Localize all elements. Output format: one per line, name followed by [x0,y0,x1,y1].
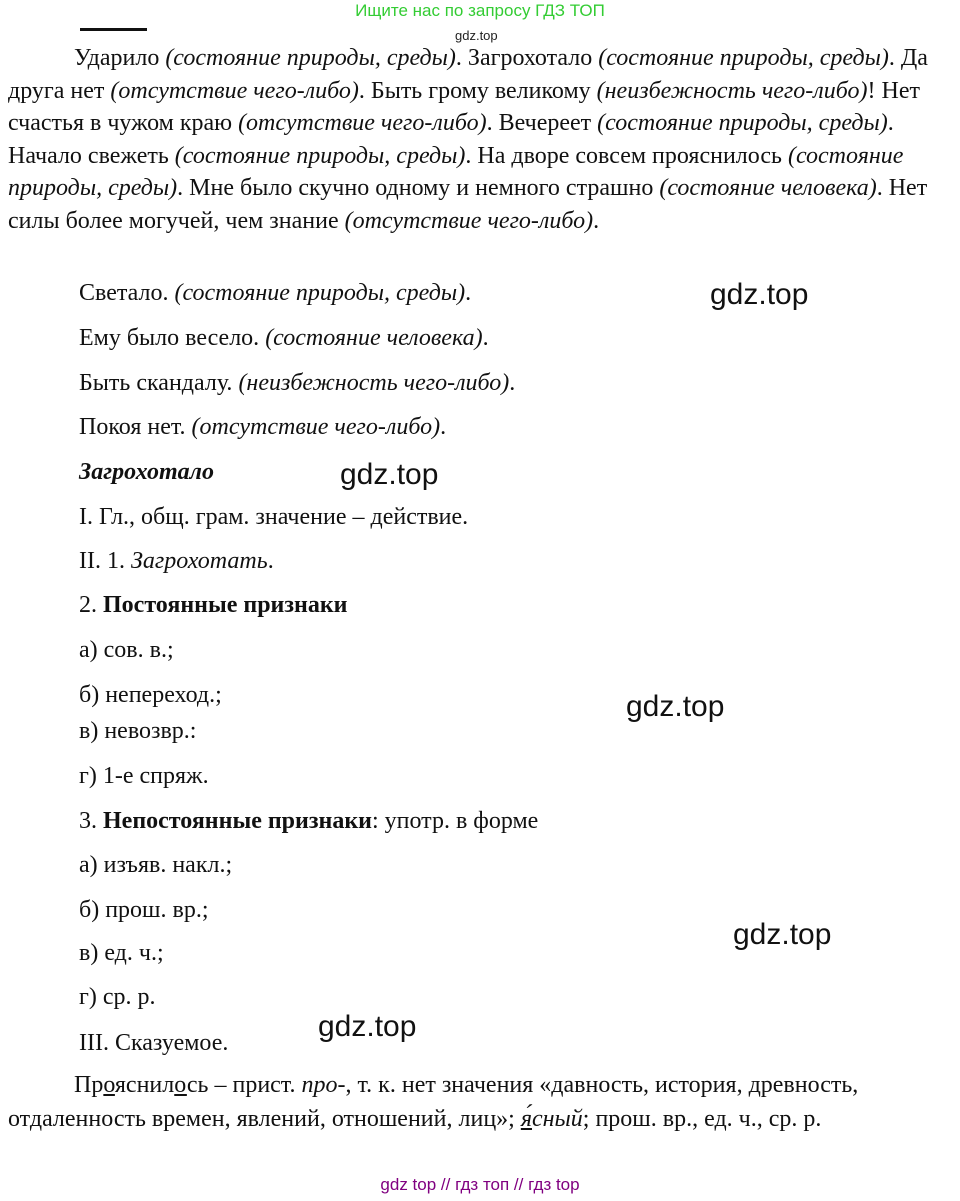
category-note: (отсутствие чего-либо) [344,207,594,234]
analysis-part-3: III. Сказуемое. [79,1030,229,1056]
watermark: gdz.top [626,690,725,723]
analysis-part-1: I. Гл., общ. грам. значение – действие. [79,504,469,530]
search-banner[interactable]: Ищите нас по запросу ГДЗ ТОП [355,1,605,20]
sentence-text: ! Нет счастья в чужом краю [8,77,920,136]
example-line-2: Ему было весело. (состояние человека). [79,325,489,351]
permanent-feature-item: б) непереход.; [79,682,222,708]
sentence-text: . [593,207,600,234]
sentence-text: . Начало свежеть [8,110,894,169]
example-line-3: Быть скандалу. (неизбежность чего-либо). [79,370,516,396]
watermark: gdz.top [318,1010,417,1043]
sentence-text: . Вечереет [486,110,598,136]
watermark: gdz.top [340,458,439,491]
analysis-word: Загрохотало [79,459,214,485]
category-note: (неизбежность чего-либо) [596,77,868,104]
category-note: (состояние природы, среды) [598,45,889,71]
permanent-feature-item: а) сов. в.; [79,637,174,663]
sentence-text: . Мне было скучно одному и немного страшно [177,175,660,201]
permanent-feature-item: в) невозвр.: [79,718,197,744]
sentence-text: . Нет силы более могучей, чем знание [8,175,928,234]
sentence-text: . Да друга нет [8,45,928,104]
nonpermanent-feature-item: а) изъяв. накл.; [79,852,233,878]
category-note: (состояние человека) [659,175,877,201]
category-note: (отсутствие чего-либо) [238,110,487,136]
example-line-4: Покоя нет. (отсутствие чего-либо). [79,414,447,440]
nonpermanent-feature-item: г) ср. р. [79,984,156,1010]
final-paragraph: Прояснилось – прист. про-, т. к. нет значения «давность, история, древность, отдаленность времен, явлений, отношений, лиц»; я́сный; прош. вр., ед. ч., ср. р. [8,1072,859,1132]
permanent-feature-item: г) 1-е спряж. [79,763,209,789]
sentence-text: Ударило [74,45,166,71]
header-rule [80,28,147,31]
nonpermanent-feature-item: в) ед. ч.; [79,940,164,966]
sentence-text: . На дворе совсем прояснилось [465,142,788,169]
sentence-text: . Загрохотало [455,45,599,71]
example-line-1: Светало. (состояние природы, среды). [79,280,472,306]
category-note: (состояние природы, среды) [8,142,904,201]
category-note: (состояние природы, среды) [165,45,456,71]
permanent-features-title: 2. Постоянные признаки [79,592,348,618]
category-note: (состояние природы, среды) [174,142,466,169]
footer-links[interactable]: gdz top // гдз топ // гдз top [380,1175,580,1194]
nonpermanent-features-title: 3. Непостоянные признаки: употр. в форме [79,808,539,834]
sentence-text: . Быть грому великому [358,77,597,104]
category-note: (отсутствие чего-либо) [110,77,359,104]
watermark: gdz.top [733,918,832,951]
site-mark: gdz.top [455,28,498,43]
category-note: (состояние природы, среды) [597,110,888,136]
intro-paragraph [8,42,950,237]
analysis-part-2: II. 1. Загрохотать. [79,548,274,574]
nonpermanent-feature-item: б) прош. вр.; [79,897,209,923]
watermark: gdz.top [710,278,809,311]
